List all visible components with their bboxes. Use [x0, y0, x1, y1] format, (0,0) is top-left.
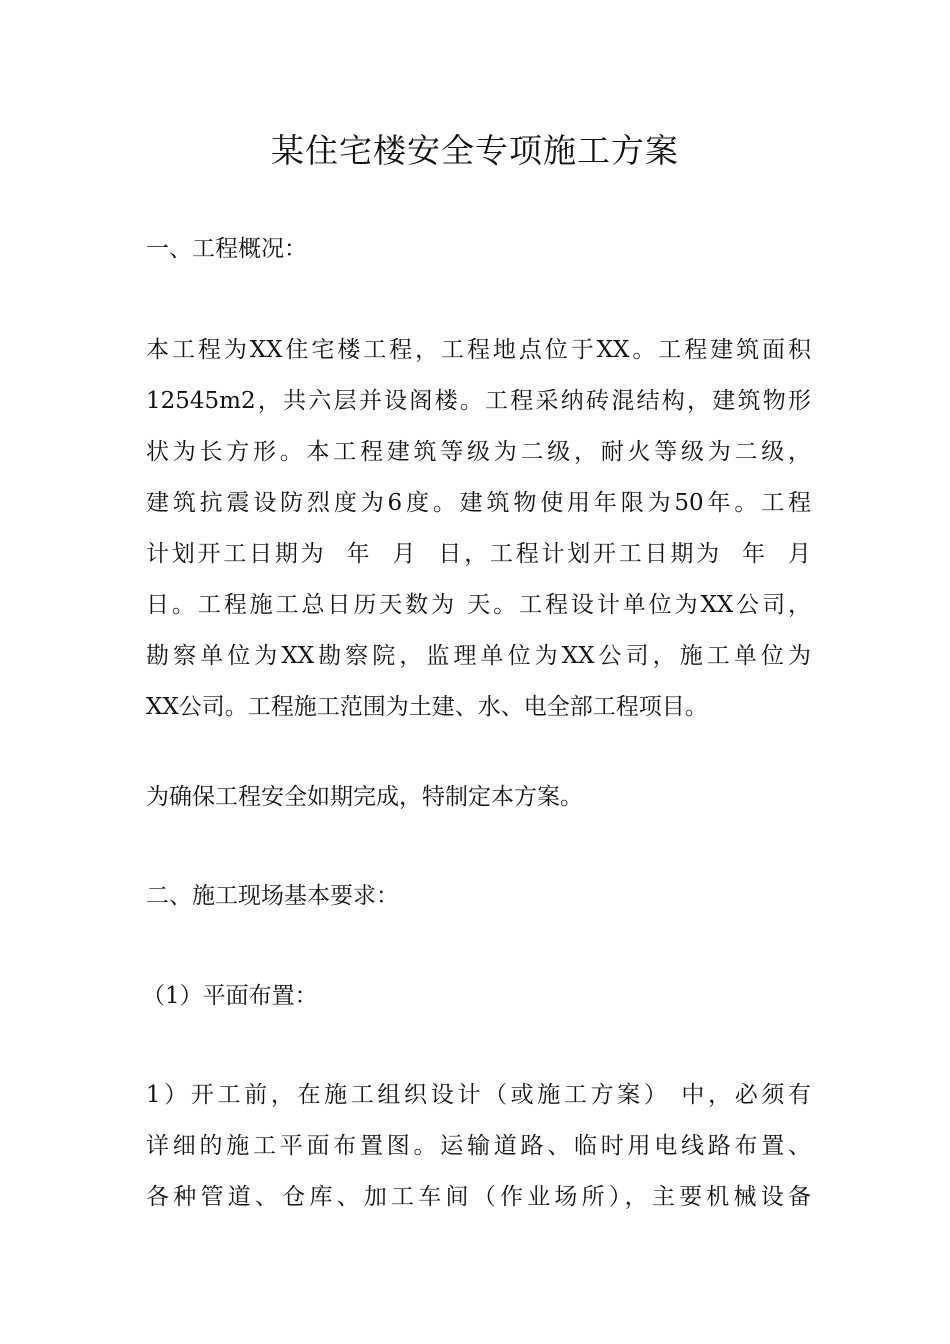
overview-paragraph [146, 325, 811, 733]
purpose-paragraph: 为确保工程安全如期完成，特制定本方案。 [146, 784, 583, 810]
layout-paragraph [146, 1070, 811, 1223]
document-title: 某住宅楼安全专项施工方案 [271, 131, 679, 170]
section-heading-site-requirements: 二、施工现场基本要求： [146, 883, 399, 909]
paragraph-line: 状为长方形。本工程建筑等级为二级，耐火等级为二级， [146, 439, 811, 465]
paragraph-line: 1）开工前，在施工组织设计（或施工方案） 中，必须有 [146, 1082, 811, 1108]
paragraph-line: XX公司。工程施工范围为土建、水、电全部工程项目。 [146, 694, 708, 720]
subsection-heading-layout: （1）平面布置： [142, 983, 318, 1009]
paragraph-line: 详细的施工平面布置图。运输道路、临时用电线路布置、 [146, 1133, 811, 1159]
paragraph-line: 日。工程施工总日历天数为 天。工程设计单位为XX公司， [146, 592, 811, 618]
paragraph-line: 勘察单位为XX勘察院，监理单位为XX公司，施工单位为 [146, 643, 811, 669]
paragraph-line: 本工程为XX住宅楼工程，工程地点位于XX。工程建筑面积 [146, 337, 811, 363]
paragraph-line: 各种管道、仓库、加工车间（作业场所），主要机械设备 [146, 1184, 811, 1210]
paragraph-line: 12545m2，共六层并设阁楼。工程采纳砖混结构，建筑物形 [146, 388, 811, 414]
section-heading-overview: 一、工程概况： [146, 236, 307, 262]
paragraph-line: 建筑抗震设防烈度为6度。建筑物使用年限为50年。工程 [146, 490, 811, 516]
paragraph-line: 计划开工日期为 年 月 日，工程计划开工日期为 年 月 [146, 541, 811, 567]
